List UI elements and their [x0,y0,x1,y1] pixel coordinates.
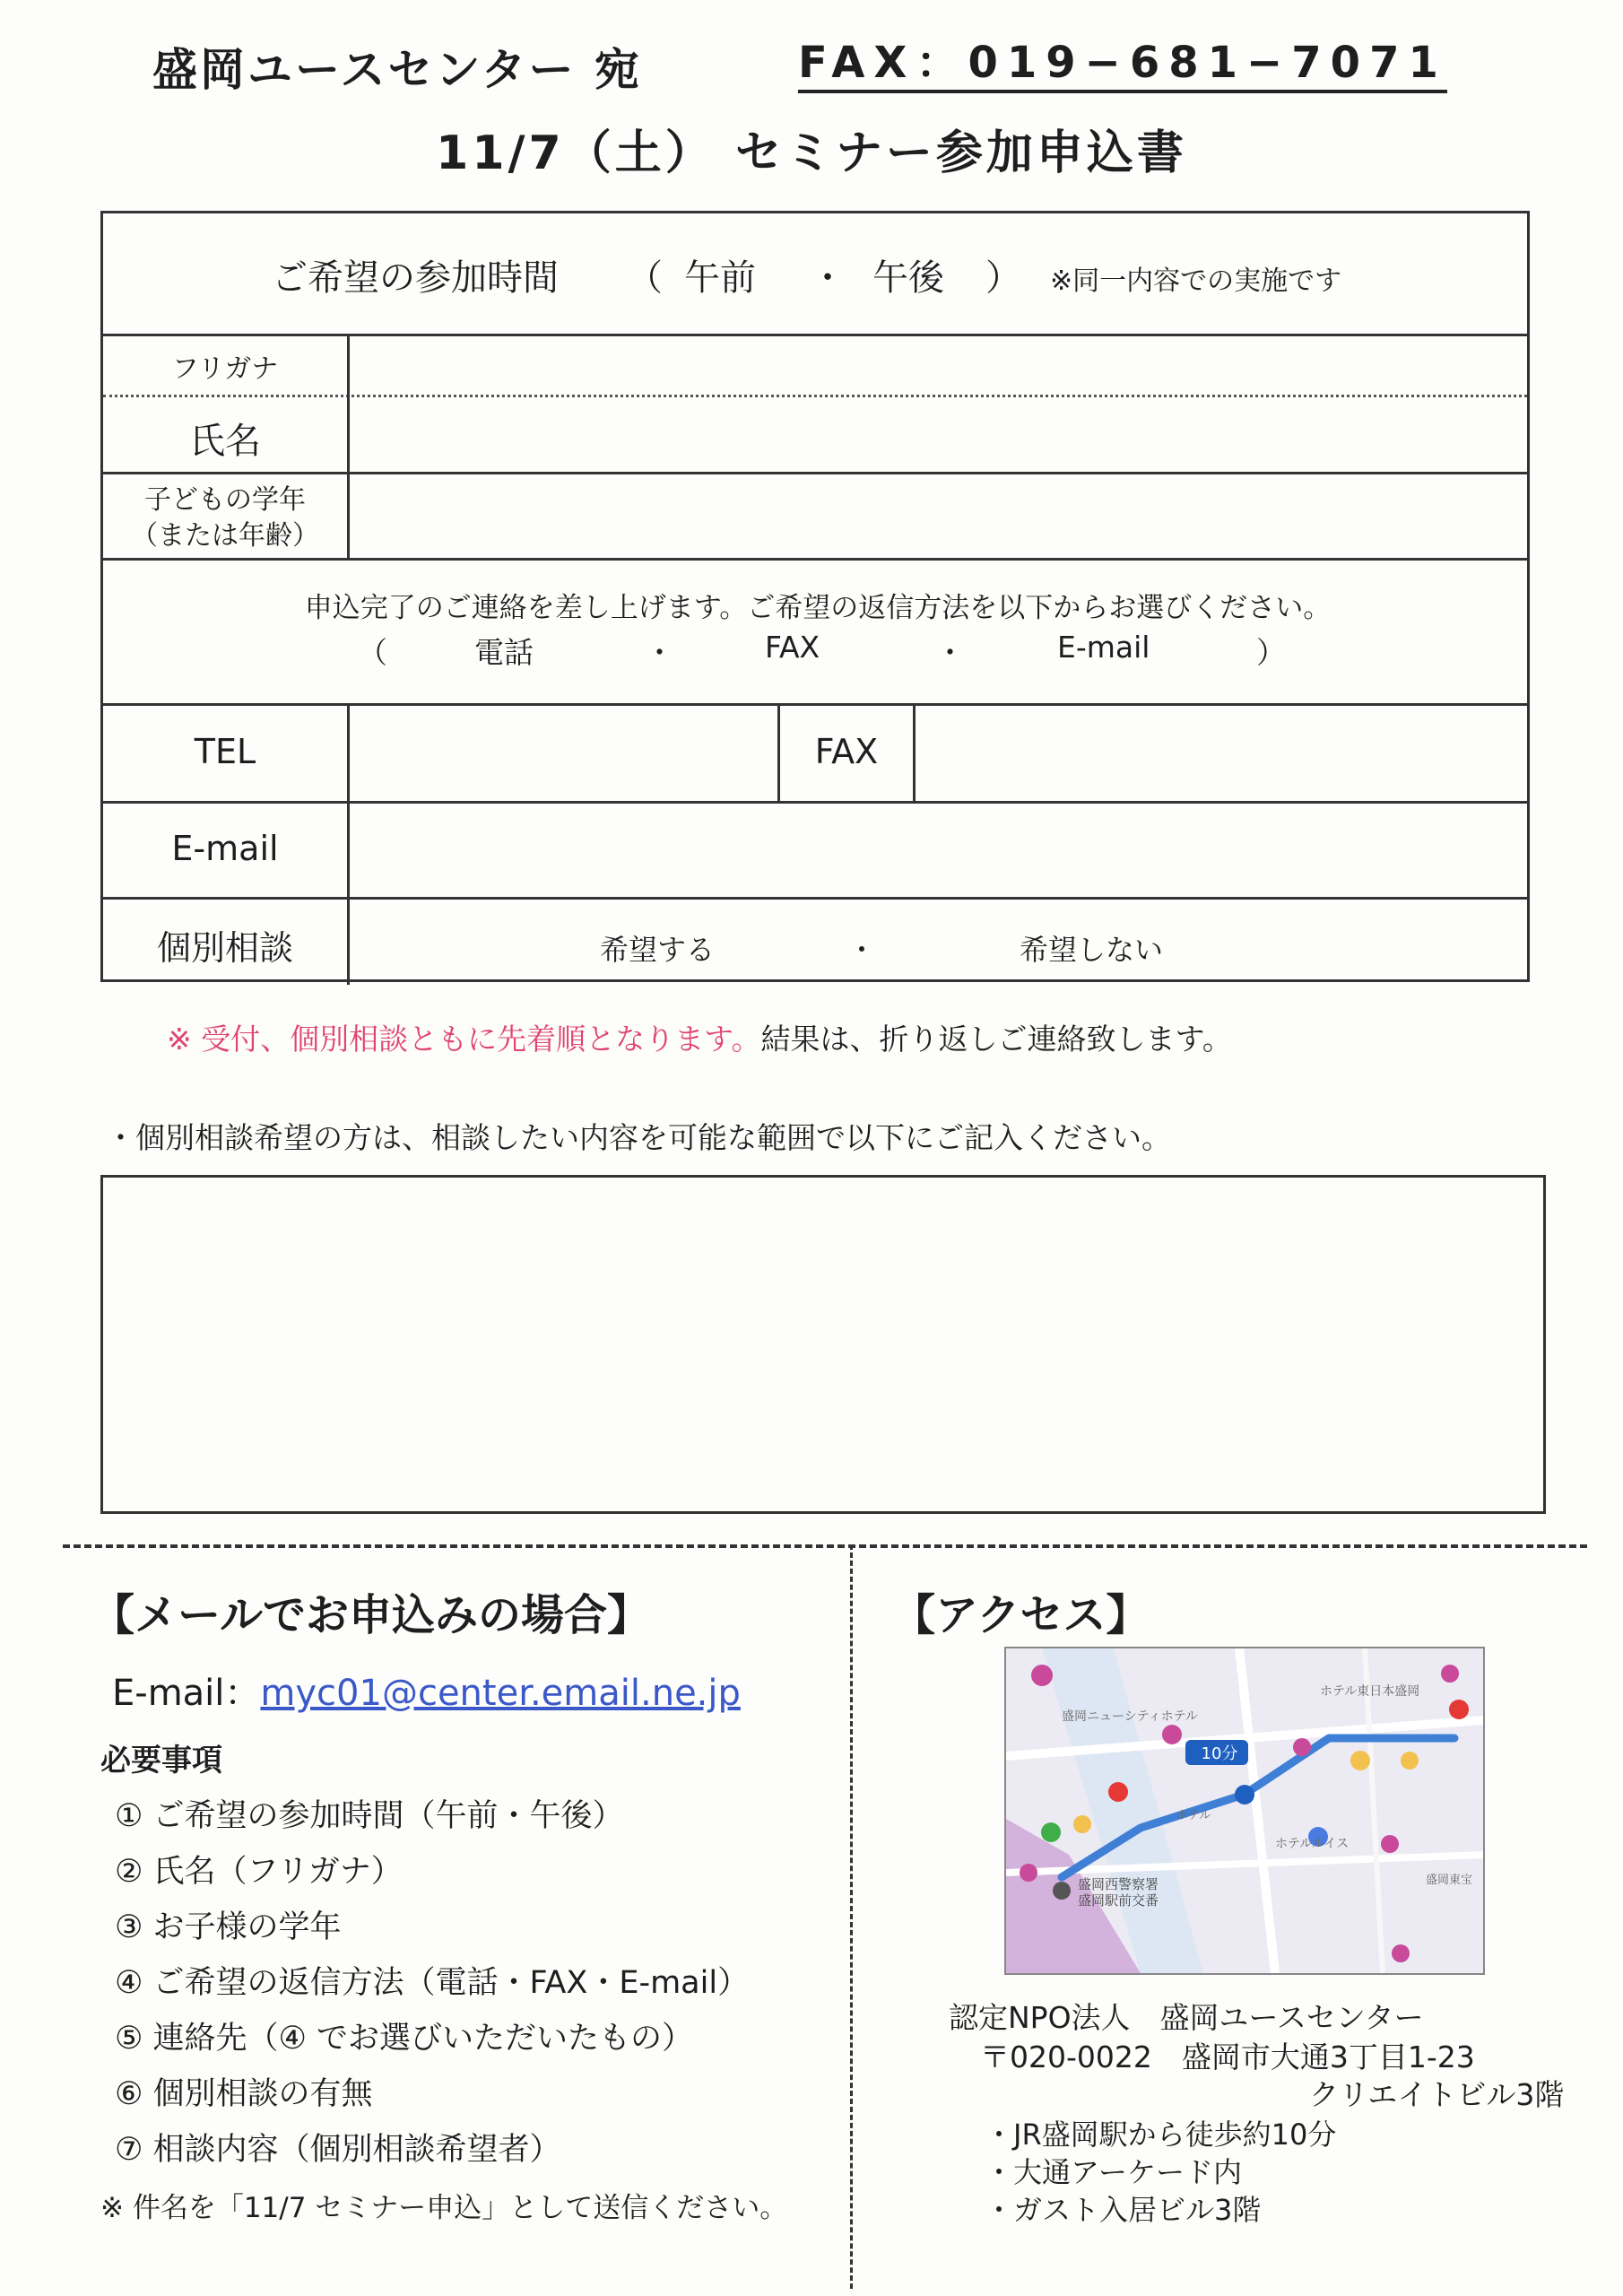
email-contact [112,1665,741,1716]
access-item: ・ガスト入居ビル3階 [985,2193,1262,2227]
time-separator: ・ [810,257,846,299]
time-open-paren: （ [627,257,663,299]
time-label: ご希望の参加時間 [272,257,559,299]
access-map [1004,1647,1485,1975]
map-poi-label: ホテル東日本盛岡 [1320,1684,1420,1699]
row-divider [103,801,1527,804]
time-pm-option[interactable]: 午後 [872,257,944,299]
access-item: ・大通アーケード内 [985,2155,1243,2189]
map-poi-label: 盛岡東宝 [1426,1874,1473,1887]
furigana-label: フリガナ [171,353,279,385]
row-divider [103,472,1527,474]
consult-no-option[interactable]: 希望しない [1020,933,1164,967]
furigana-divider [103,395,1527,397]
fax-input[interactable] [916,707,1527,799]
org-address: 〒020-0022 盛岡市大通3丁目1-23 [980,2039,1475,2074]
consult-details-textarea[interactable] [100,1175,1546,1514]
map-graphic [1006,1648,1483,1973]
time-close-paren: ） [985,257,1021,299]
time-am-option[interactable]: 午前 [684,257,756,299]
access-item: ・JR盛岡駅から徒歩約10分 [985,2118,1337,2152]
required-item: ⑤ 連絡先（④ でお選びいただいたもの） [115,2021,694,2057]
row-divider [103,334,1527,336]
reply-fax-option[interactable]: FAX [765,630,820,665]
subject-note: ※ 件名を「11/7 セミナー申込」として送信ください。 [100,2192,788,2224]
required-item: ① ご希望の参加時間（午前・午後） [115,1798,624,1834]
reply-email-option[interactable]: E-mail [1057,630,1150,665]
map-poi-label: 盛岡ニューシティホテル [1062,1709,1198,1724]
form-title: 11/7（土） セミナー参加申込書 [436,126,1187,180]
addressee: 盛岡ユースセンター 宛 [152,44,642,96]
reply-open-paren: （ [358,635,387,670]
tel-label: TEL [194,732,256,771]
row-divider [103,897,1527,900]
grade-input[interactable] [351,475,1527,556]
email-section-heading: 【メールでお申込みの場合】 [91,1590,651,1640]
row-divider [103,703,1527,706]
application-table [100,211,1530,982]
map-poi-label: ホテル [1176,1809,1211,1822]
map-poi-label: 盛岡駅前交番 [1078,1892,1159,1909]
required-item: ② 氏名（フリガナ） [115,1854,403,1890]
grade-sublabel: （または年齢） [131,520,319,552]
org-building: クリエイトビル3階 [1309,2077,1565,2112]
consult-label: 個別相談 [156,928,293,968]
access-heading: 【アクセス】 [892,1590,1150,1640]
name-label: 氏名 [189,421,261,462]
reply-phone-option[interactable]: 電話 [474,635,534,670]
email-contact-label: E-mail： [112,1673,261,1714]
email-input[interactable] [351,804,1527,895]
org-name: 認定NPO法人 盛岡ユースセンター [949,2000,1424,2035]
email-link[interactable]: myc01@center.email.ne.jp [260,1673,741,1714]
name-input[interactable] [351,398,1527,470]
required-item: ⑦ 相談内容（個別相談希望者） [115,2132,561,2168]
fax-number: FAX：019−681−7071 [798,36,1447,93]
email-label: E-mail [171,829,279,868]
consult-prompt: ・個別相談希望の方は、相談したい内容を可能な範囲で以下にご記入ください。 [106,1120,1171,1155]
grade-label: 子どもの学年 [144,484,306,516]
map-poi-label: ホテルルイス [1275,1837,1350,1851]
required-items-heading: 必要事項 [100,1743,222,1779]
fax-label: FAX [814,732,879,771]
tel-input[interactable] [351,707,776,799]
reply-separator: ・ [645,635,674,670]
row-divider [103,558,1527,561]
map-poi-label: 盛岡西警察署 [1078,1876,1159,1892]
cut-line-horizontal [63,1544,1587,1548]
first-come-note [167,1016,1232,1058]
cut-line-vertical [850,1544,853,2289]
required-item: ④ ご希望の返信方法（電話・FAX・E-mail） [115,1965,750,2001]
consult-separator: ・ [847,933,877,967]
col-divider [347,703,350,985]
required-item: ③ お子様の学年 [115,1909,342,1945]
reply-instruction: 申込完了のご連絡を差し上げます。ご希望の返信方法を以下からお選びください。 [304,592,1332,624]
time-note: ※同一内容での実施です [1050,265,1342,297]
furigana-input[interactable] [351,337,1527,393]
consult-yes-option[interactable]: 希望する [600,933,716,967]
col-divider [347,334,350,558]
reply-separator: ・ [935,635,965,670]
first-come-note-text: 結果は、折り返しご連絡致します。 [760,1022,1232,1057]
walk-time-label: 10分 [1201,1744,1238,1763]
required-item: ⑥ 個別相談の有無 [115,2076,373,2112]
first-come-note-highlight: ※ 受付、個別相談ともに先着順となります。 [167,1022,761,1057]
col-divider [913,703,916,801]
reply-close-paren: ） [1256,635,1286,670]
